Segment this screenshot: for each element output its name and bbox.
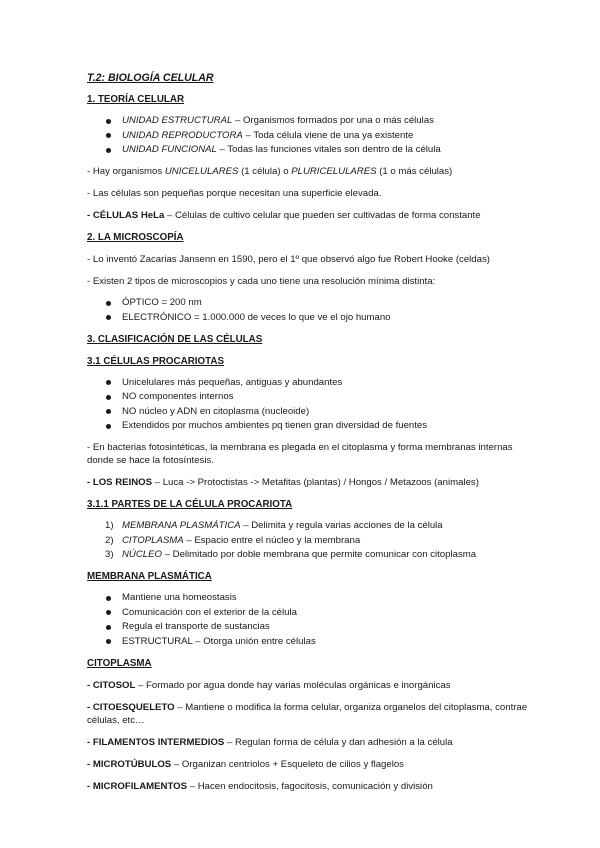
list-item: ELECTRÓNICO = 1.000.000 de veces lo que ve el ojo humano <box>87 312 530 324</box>
paragraph-invento: - Lo inventó Zacarias Jansenn en 1590, pero el 1º que observó algo fue Robert Hooke (celdas) <box>87 254 490 265</box>
description: – Mantiene o modifica la forma celular, organiza organelos del citoplasma, contrae células, etc… <box>87 701 528 726</box>
heading-membrana: MEMBRANA PLASMÁTICA <box>87 571 212 582</box>
term: CITOPLASMA <box>122 534 184 546</box>
list-item <box>87 535 530 547</box>
list-item <box>87 549 530 561</box>
list-item <box>87 520 530 532</box>
procariotas-list <box>87 377 530 433</box>
description: – Regulan forma de célula y dan adhesión a la célula <box>224 736 453 748</box>
paragraph-tipos: - Existen 2 tipos de microscopios y cada uno tiene una resolución mínima distinta: <box>87 276 436 287</box>
description: – Células de cultivo celular que pueden ser cultivadas de forma constante <box>164 210 481 221</box>
text-segment: - Hay organismos <box>87 166 165 177</box>
term: UNIDAD FUNCIONAL <box>122 144 217 155</box>
term: UNIDAD ESTRUCTURAL <box>122 115 233 126</box>
term: - CITOESQUELETO <box>87 701 175 713</box>
paragraph-reinos <box>87 476 530 489</box>
list-item: ÓPTICO = 200 nm <box>87 297 530 309</box>
list-item: Extendidos por muchos ambientes pq tienen gran diversidad de fuentes <box>87 420 530 432</box>
description: – Luca -> Protoctistas -> Metafitas (plantas) / Hongos / Metazoos (animales) <box>152 477 479 488</box>
description: – Delimitado por doble membrana que permite comunicar con citoplasma <box>161 549 477 560</box>
paragraph-superficie: - Las células son pequeñas porque necesitan una superficie elevada. <box>87 188 382 199</box>
term: - MICROFILAMENTOS <box>87 780 188 792</box>
term: - MICROTÚBULOS <box>87 758 172 770</box>
description: – Organizan centriolos + Esqueleto de cilios y flagelos <box>171 758 404 770</box>
list-item <box>87 144 530 156</box>
list-item: ESTRUCTURAL – Otorga unión entre células <box>87 636 530 648</box>
heading-teoria-celular: 1. TEORÍA CELULAR <box>87 94 185 105</box>
term: - LOS REINOS <box>87 477 153 488</box>
paragraph-microfilamentos <box>87 780 530 793</box>
term: MEMBRANA PLASMÁTICA <box>122 520 241 531</box>
term: - FILAMENTOS INTERMEDIOS <box>87 736 225 748</box>
heading-procariotas: 3.1 CÉLULAS PROCARIOTAS <box>87 355 224 367</box>
heading-clasificacion: 3. CLASIFICACIÓN DE LAS CÉLULAS <box>87 333 263 345</box>
list-item: Comunicación con el exterior de la célula <box>87 607 530 619</box>
heading-citoplasma: CITOPLASMA <box>87 657 152 669</box>
text-segment: (1 o más células) <box>376 166 453 177</box>
description: – Delimita y regula varias acciones de la célula <box>240 520 443 531</box>
list-item: Regula el transporte de sustancias <box>87 621 530 633</box>
term: - CÉLULAS HeLa <box>87 210 165 221</box>
heading-partes-procariota: 3.1.1 PARTES DE LA CÉLULA PROCARIOTA <box>87 499 293 510</box>
paragraph-microtubulos <box>87 758 530 771</box>
list-item: Unicelulares más pequeñas, antiguas y abundantes <box>87 377 530 389</box>
list-item <box>87 130 530 142</box>
partes-list <box>87 520 530 561</box>
membrana-list <box>87 592 530 648</box>
paragraph-hela <box>87 209 530 222</box>
description: – Hacen endocitosis, fagocitosis, comunicación y división <box>187 780 433 792</box>
text-segment: UNICELULARES <box>164 166 239 177</box>
list-item: NO componentes internos <box>87 391 530 403</box>
paragraph-citosol <box>87 679 530 692</box>
paragraph-fotosinteticas: - En bacterias fotosintéticas, la membrana es plegada en el citoplasma y forma membranas internas donde se hace la fotosíntesis. <box>87 442 513 466</box>
teoria-celular-list <box>87 115 530 156</box>
text-segment: (1 célula) o <box>238 166 292 177</box>
description: – Organismos formados por una o más células <box>232 115 434 126</box>
description: – Espacio entre el núcleo y la membrana <box>183 534 361 546</box>
description: – Todas las funciones vitales son dentro de la célula <box>216 144 441 155</box>
list-item <box>87 115 530 127</box>
term: - CITOSOL <box>87 679 136 691</box>
heading-microscopia: 2. LA MICROSCOPÍA <box>87 232 184 243</box>
item-number: 3) <box>105 549 114 560</box>
document-title: T.2: BIOLOGÍA CELULAR <box>87 72 214 84</box>
description: – Formado por agua donde hay varias moléculas orgánicas e inorgánicas <box>135 679 451 691</box>
microscopios-list <box>87 297 530 324</box>
term: NÚCLEO <box>122 549 162 560</box>
text-segment: PLURICELULARES <box>291 166 377 177</box>
item-number: 1) <box>105 520 114 531</box>
list-item: NO núcleo y ADN en citoplasma (nucleoide) <box>87 406 530 418</box>
list-item: Mantiene una homeostasis <box>87 592 530 604</box>
term: UNIDAD REPRODUCTORA <box>122 129 243 141</box>
paragraph-citoesqueleto <box>87 701 530 727</box>
paragraph-organismos <box>87 165 530 178</box>
paragraph-filamentos <box>87 736 530 749</box>
item-number: 2) <box>105 534 114 546</box>
description: – Toda célula viene de una ya existente <box>242 129 414 141</box>
